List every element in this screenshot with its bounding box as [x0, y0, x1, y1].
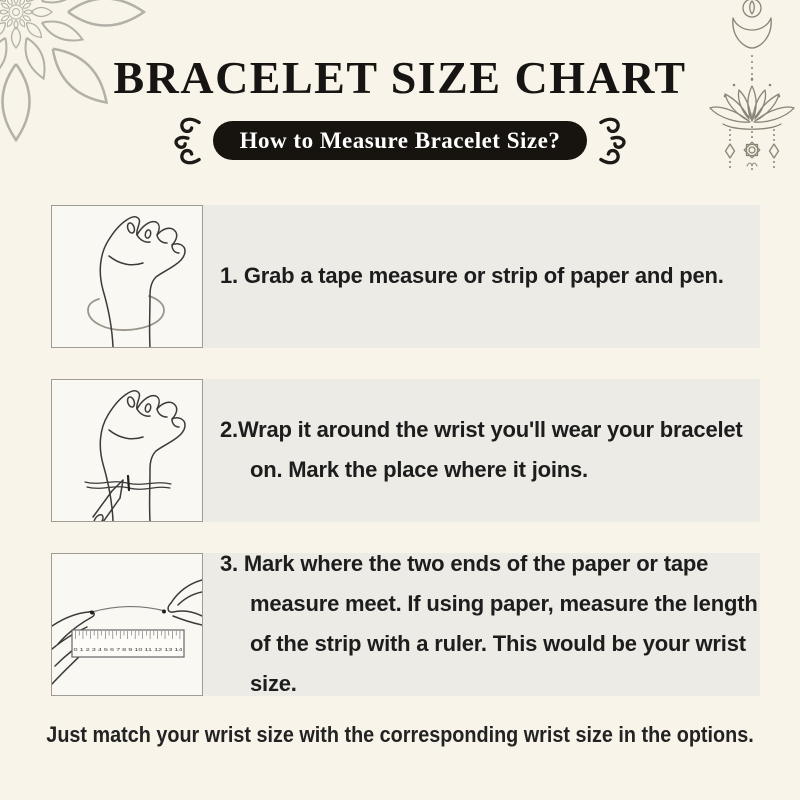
step-1-text: 1. Grab a tape measure or strip of paper and pen.	[220, 263, 724, 289]
header	[0, 0, 800, 167]
right-flourish-icon	[596, 115, 630, 167]
step-1-illustration-box	[51, 205, 203, 348]
step-3-illustration-box	[51, 553, 203, 696]
ruler-numbers: 0 1 2 3 4 5 6 7 8 9 10 11 12 13 14	[73, 647, 146, 653]
subtitle-pill: How to Measure Bracelet Size?	[213, 121, 588, 160]
hand-string-pen-illustration	[52, 380, 202, 521]
step-3-text: 3. Mark where the two ends of the paper or tape measure meet. If using paper, measure the length of the strip with a ruler. This would be your wrist size.	[220, 551, 758, 697]
hand-loose-tape-illustration	[52, 206, 202, 347]
step-2-text: 2.Wrap it around the wrist you'll wear your bracelet on. Mark the place where it joins.	[220, 417, 743, 483]
steps-list	[51, 205, 760, 696]
step-2-illustration-box	[51, 379, 203, 522]
step-row-1	[51, 205, 760, 348]
subtitle-row	[0, 115, 800, 167]
step-3-text-wrap	[203, 553, 760, 696]
left-flourish-icon	[170, 115, 204, 167]
step-row-3	[51, 553, 760, 696]
step-2-text-wrap	[203, 379, 760, 522]
hands-string-ruler-illustration	[52, 554, 202, 695]
page-title: BRACELET SIZE CHART	[113, 52, 687, 103]
footer	[0, 722, 800, 748]
footer-note: Just match your wrist size with the corresponding wrist size in the options.	[46, 721, 754, 747]
step-1-text-wrap	[203, 205, 760, 348]
step-row-2	[51, 379, 760, 522]
